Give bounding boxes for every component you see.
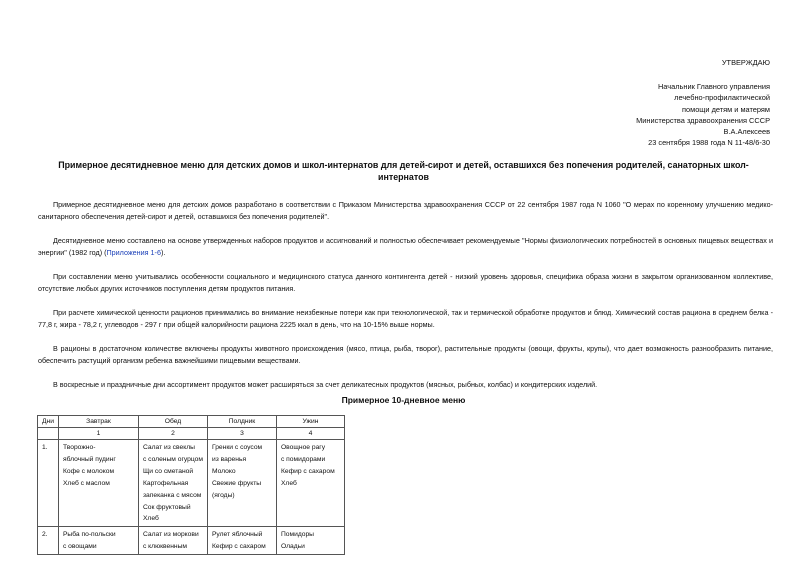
paragraph (38, 235, 773, 259)
menu-item: Помидоры (280, 531, 314, 539)
column-header: Дни (38, 416, 59, 428)
menu-item: с помидорами (280, 455, 326, 463)
column-header: Ужин (276, 416, 344, 428)
breakfast-cell (58, 527, 138, 555)
document-title: Примерное десятидневное меню для детских домов и школ-интернатов для детей-сирот и детей, оставшихся без попечения родителей, санаторных школ-интернатов (58, 160, 749, 183)
approval-line: Министерства здравоохранения СССР (636, 115, 770, 125)
dinner-cell (276, 527, 344, 555)
column-number: 2 (138, 428, 207, 440)
menu-item: Свежие фрукты (211, 479, 262, 487)
menu-item: с клюквенным (142, 543, 188, 551)
menu-item: Хлеб (142, 515, 159, 523)
menu-item: Овощное рагу (280, 444, 326, 451)
snack-cell (207, 440, 276, 527)
lunch-cell (138, 440, 207, 527)
paragraph: Примерное десятидневное меню для детских домов разработано в соответствии с Приказом Министерства здравоохранения СССР от 22 сентября 1987 года N 1060 "О мерах по коренному улучшению медико-санитарного обеспечения детей-сирот и детей, оставшихся без попечения родителей". (38, 200, 773, 222)
column-number: 1 (58, 428, 138, 440)
menu-item: Молоко (211, 467, 236, 475)
menu-item: яблочный пудинг (62, 455, 116, 463)
menu-item: Щи со сметаной (142, 467, 194, 475)
approval-title: УТВЕРЖДАЮ (721, 58, 770, 67)
approval-line: помощи детям и матерям (682, 104, 770, 114)
table-row (38, 527, 345, 555)
approval-line: лечебно-профилактической (674, 93, 770, 103)
day-cell: 1. (38, 440, 59, 527)
column-number: 4 (276, 428, 344, 440)
paragraph: В рационы в достаточном количестве включены продукты животного происхождения (мясо, птица, рыба, творог), растительные продукты (овощи, фрукты, крупы), что дает возможность разнообразить питание, обеспечить растущий организм ребенка важнейшими пищевыми веществами. (38, 343, 773, 365)
approval-signatory: В.А.Алексеев (723, 127, 770, 137)
paragraph-text: Десятидневное меню составлено на основе утвержденных наборов продуктов и ассигнований и полностью обеспечивает рекомендуемые "Нормы физиологических потребностей в основных пищевых веществах и энергии" (1982 год) ( (38, 235, 773, 258)
lunch-cell (138, 527, 207, 555)
menu-item: Оладьи (280, 543, 305, 551)
breakfast-cell (58, 440, 138, 527)
column-number (38, 428, 59, 440)
menu-item: (ягоды) (211, 491, 235, 499)
menu-item: Салат из свеклы (142, 444, 195, 451)
paragraph: При расчете химической ценности рационов принимались во внимание неизбежные потери как при технологической, так и термической обработке продуктов и блюд. Химический состав рациона в среднем белка - 77,8 г, жира - 78,2 г, углеводов - 297 г при общей калорийности рациона 2225 ккал в день, что на 10-15% выше нормы. (38, 307, 773, 329)
menu-table-header-row (38, 416, 345, 428)
column-header: Завтрак (58, 416, 138, 428)
column-number: 3 (207, 428, 276, 440)
column-header: Полдник (207, 416, 276, 428)
menu-item: с овощами (62, 543, 97, 551)
menu-item: с соленым огурцом (142, 455, 203, 463)
menu-item: запеканка с мясом (142, 491, 202, 499)
approval-block (510, 57, 770, 148)
table-row (38, 440, 345, 527)
menu-item: Хлеб с маслом (62, 479, 110, 487)
column-header: Обед (138, 416, 207, 428)
menu-item: Кофе с молоком (62, 467, 115, 475)
snack-cell (207, 527, 276, 555)
menu-item: из варенья (211, 455, 247, 463)
menu-item: Рыба по-польски (62, 531, 116, 539)
paragraph-text: ). (160, 248, 166, 258)
approval-date: 23 сентября 1988 года N 11-48/6-30 (648, 138, 770, 148)
menu-item: Картофельная (142, 479, 189, 487)
paragraph: При составлении меню учитывались особенности социального и медицинского статуса данного контингента детей - низкий уровень здоровья, специфика образа жизни в закрытом организованном коллективе, отсутствие любых других источников поступления детям продуктов питания. (38, 271, 773, 294)
menu-item: Хлеб (280, 479, 297, 487)
document-body (38, 199, 773, 404)
approval-line: Начальник Главного управления (657, 82, 770, 92)
day-cell: 2. (38, 527, 59, 555)
menu-table-title: Примерное 10-дневное меню (341, 395, 466, 405)
menu-table (37, 415, 345, 555)
menu-item: Кефир с сахаром (211, 543, 266, 551)
menu-item: Сок фруктовый (142, 503, 191, 511)
menu-item: Творожно- (62, 444, 96, 451)
menu-item: Гренки с соусом (211, 444, 263, 451)
menu-table-number-row (38, 428, 345, 440)
menu-item: Кефир с сахаром (280, 467, 335, 475)
dinner-cell (276, 440, 344, 527)
menu-item: Салат из моркови (142, 531, 199, 539)
appendix-link[interactable]: Приложения 1-6 (106, 248, 161, 258)
menu-item: Рулет яблочный (211, 531, 263, 539)
paragraph: В воскресные и праздничные дни ассортимент продуктов может расширяться за счет деликатесных продуктов (мясных, рыбных, колбас) и кондитерских изделий. (53, 379, 598, 389)
